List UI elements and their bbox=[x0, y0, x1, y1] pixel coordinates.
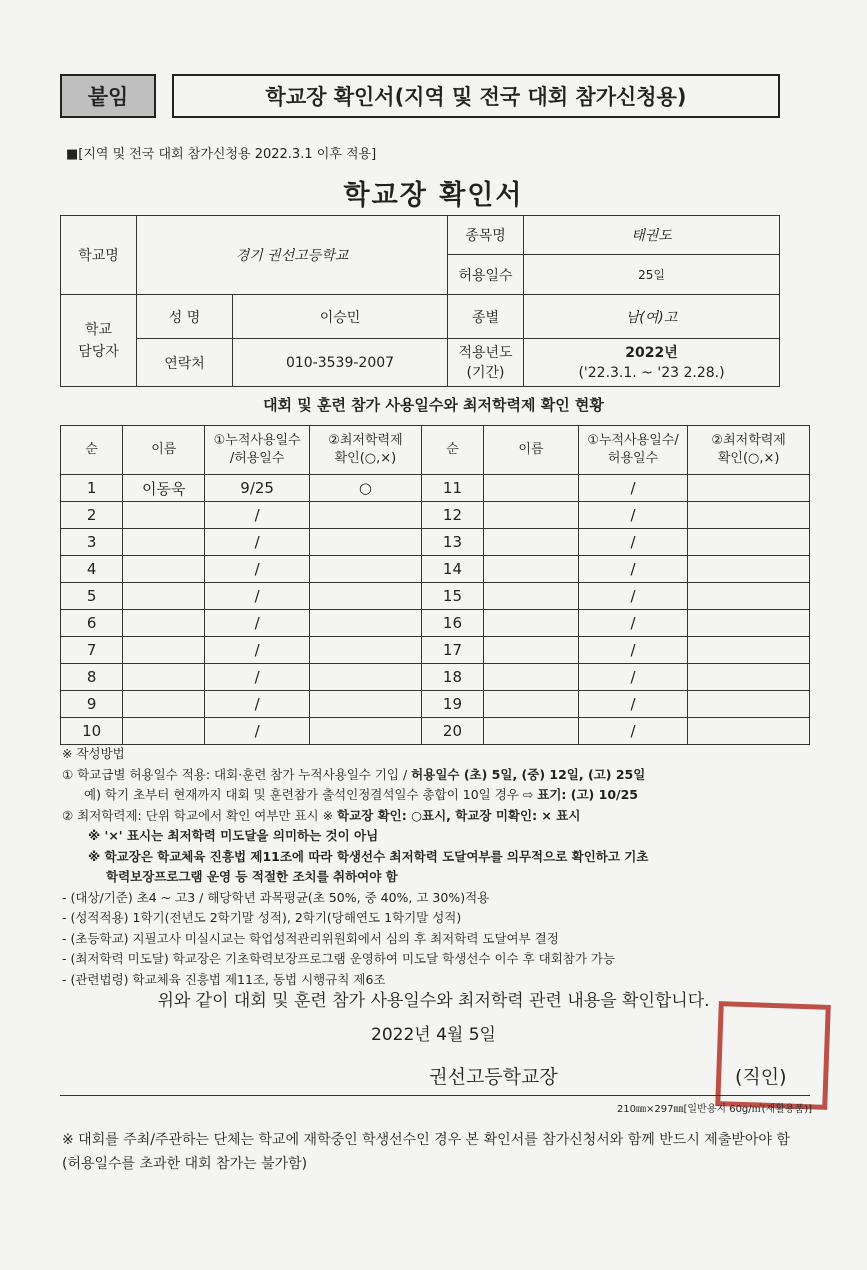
instruction-line: - (관련법령) 학교체육 진흥법 제11조, 동법 시행규칙 제6조 bbox=[62, 971, 386, 987]
table-cell: / bbox=[578, 718, 688, 745]
attachment-badge: 붙임 bbox=[60, 74, 156, 118]
table-cell: 19 bbox=[421, 691, 483, 718]
table-cell bbox=[688, 610, 810, 637]
document-header bbox=[60, 74, 780, 118]
manager-label: 학교 담당자 bbox=[61, 295, 137, 387]
table-row bbox=[61, 637, 810, 664]
seal-label: (직인) bbox=[735, 1066, 787, 1088]
table-cell: / bbox=[578, 475, 688, 502]
table-row bbox=[61, 502, 810, 529]
table-cell: 이동욱 bbox=[123, 475, 205, 502]
confirmation-statement: 위와 같이 대회 및 훈련 참가 사용일수와 최저학력 관련 내용을 확인합니다. bbox=[157, 991, 710, 1011]
table-cell bbox=[484, 637, 579, 664]
table-cell: / bbox=[205, 664, 310, 691]
table-cell: / bbox=[578, 583, 688, 610]
issue-date: 2022년 4월 5일 bbox=[371, 1025, 496, 1045]
instructions bbox=[62, 744, 822, 990]
table-cell: 1 bbox=[61, 475, 123, 502]
school-value: 경기 권선고등학교 bbox=[137, 216, 448, 295]
official-seal-stamp bbox=[715, 1001, 831, 1110]
table-cell: 20 bbox=[421, 718, 483, 745]
table-cell bbox=[688, 529, 810, 556]
event-value: 태권도 bbox=[524, 216, 780, 255]
table-cell bbox=[310, 583, 422, 610]
category-value: 남(여)고 bbox=[524, 295, 780, 339]
allowed-days-label: 허용일수 bbox=[448, 255, 524, 295]
table-cell: / bbox=[578, 664, 688, 691]
table-cell bbox=[484, 502, 579, 529]
table-cell: 9/25 bbox=[205, 475, 310, 502]
table-cell: 11 bbox=[421, 475, 483, 502]
table-cell bbox=[123, 718, 205, 745]
table-row bbox=[61, 718, 810, 745]
contact-label: 연락처 bbox=[137, 339, 233, 387]
table-cell: 7 bbox=[61, 637, 123, 664]
table-cell: / bbox=[205, 583, 310, 610]
roster-header-cell: ②최저학력제 확인(○,×) bbox=[310, 426, 422, 475]
category-label: 종별 bbox=[448, 295, 524, 339]
table-cell bbox=[310, 637, 422, 664]
school-label: 학교명 bbox=[61, 216, 137, 295]
table-cell bbox=[688, 583, 810, 610]
table-cell bbox=[123, 556, 205, 583]
roster-header-cell: 순 bbox=[421, 426, 483, 475]
signer-name: 권선고등학교장 bbox=[429, 1066, 558, 1088]
table-cell bbox=[688, 718, 810, 745]
table-cell bbox=[310, 529, 422, 556]
table-cell bbox=[688, 475, 810, 502]
name-label: 성 명 bbox=[137, 295, 233, 339]
table-cell bbox=[484, 691, 579, 718]
table-cell: / bbox=[205, 637, 310, 664]
table-cell: / bbox=[205, 610, 310, 637]
section-title: 대회 및 훈련 참가 사용일수와 최저학력제 확인 현황 bbox=[263, 396, 604, 414]
instruction-line: 예) 학기 초부터 현재까지 대회 및 훈련참가 출석인정결석일수 총합이 10일 경우 ⇨ 표기: (고) 10/25 bbox=[84, 787, 638, 802]
table-cell bbox=[123, 691, 205, 718]
table-row bbox=[61, 664, 810, 691]
table-cell: 10 bbox=[61, 718, 123, 745]
table-cell: 16 bbox=[421, 610, 483, 637]
table-cell: 6 bbox=[61, 610, 123, 637]
instruction-line: ② 최저학력제: 단위 학교에서 확인 여부만 표시 ※ 학교장 확인: ○표시, 학교장 미확인: × 표시 bbox=[62, 807, 581, 823]
table-row bbox=[61, 475, 810, 502]
table-cell: 9 bbox=[61, 691, 123, 718]
contact-value: 010-3539-2007 bbox=[233, 339, 448, 387]
table-cell: 14 bbox=[421, 556, 483, 583]
roster-body bbox=[61, 475, 810, 745]
table-cell bbox=[688, 502, 810, 529]
table-cell bbox=[484, 475, 579, 502]
table-cell bbox=[123, 637, 205, 664]
table-cell: 5 bbox=[61, 583, 123, 610]
table-cell: / bbox=[205, 502, 310, 529]
table-cell bbox=[484, 664, 579, 691]
instruction-line: ※ 학교장은 학교체육 진흥법 제11조에 따라 학생선수 최저학력 도달여부를 의무적으로 확인하고 기초 bbox=[88, 848, 649, 864]
page-title: 학교장 확인서 bbox=[343, 180, 524, 211]
table-cell: / bbox=[578, 637, 688, 664]
table-cell: / bbox=[205, 529, 310, 556]
name-value: 이승민 bbox=[233, 295, 448, 339]
table-cell: / bbox=[578, 610, 688, 637]
table-cell: 17 bbox=[421, 637, 483, 664]
table-cell bbox=[688, 664, 810, 691]
year-value: 2022년 bbox=[625, 344, 678, 361]
table-cell: 2 bbox=[61, 502, 123, 529]
table-cell bbox=[688, 691, 810, 718]
table-cell: / bbox=[578, 691, 688, 718]
table-cell bbox=[123, 610, 205, 637]
table-cell bbox=[484, 529, 579, 556]
roster-header-row bbox=[61, 426, 810, 475]
instruction-line: - (초등학교) 지필고사 미실시교는 학업성적관리위원회에서 심의 후 최저학력 도달여부 결정 bbox=[62, 930, 559, 946]
table-cell: / bbox=[578, 556, 688, 583]
roster-header-cell: 이름 bbox=[123, 426, 205, 475]
table-cell bbox=[310, 502, 422, 529]
table-cell bbox=[310, 556, 422, 583]
table-cell bbox=[310, 664, 422, 691]
table-cell bbox=[484, 583, 579, 610]
table-cell bbox=[123, 664, 205, 691]
table-cell bbox=[484, 718, 579, 745]
table-cell bbox=[688, 637, 810, 664]
table-cell bbox=[484, 556, 579, 583]
table-cell: / bbox=[578, 502, 688, 529]
roster-header-cell: ①누적사용일수 /허용일수 bbox=[205, 426, 310, 475]
table-cell bbox=[123, 583, 205, 610]
table-cell bbox=[310, 691, 422, 718]
table-cell bbox=[688, 556, 810, 583]
info-table bbox=[60, 215, 780, 387]
year-cell bbox=[524, 339, 780, 387]
roster-header-cell: ①누적사용일수/ 허용일수 bbox=[578, 426, 688, 475]
table-cell bbox=[310, 718, 422, 745]
instruction-line: - (성적적용) 1학기(전년도 2학기말 성적), 2학기(당해연도 1학기말 성적) bbox=[62, 910, 462, 925]
table-cell: 3 bbox=[61, 529, 123, 556]
table-cell: / bbox=[205, 718, 310, 745]
roster-header-cell: 이름 bbox=[484, 426, 579, 475]
instruction-line: - (최저학력 미도달) 학교장은 기초학력보장프로그램 운영하여 미도달 학생선수 이수 후 대회참가 가능 bbox=[62, 951, 616, 966]
table-cell bbox=[310, 610, 422, 637]
table-cell bbox=[123, 502, 205, 529]
table-cell: / bbox=[205, 556, 310, 583]
roster-header-cell: 순 bbox=[61, 426, 123, 475]
table-cell: 18 bbox=[421, 664, 483, 691]
instruction-line: - (대상/기준) 초4 ~ 고3 / 해당학년 과목평균(초 50%, 중 40%, 고 30%)적용 bbox=[62, 889, 490, 905]
table-cell: 4 bbox=[61, 556, 123, 583]
table-cell: ○ bbox=[310, 475, 422, 502]
table-cell bbox=[484, 610, 579, 637]
table-cell: / bbox=[578, 529, 688, 556]
roster-table bbox=[60, 425, 810, 745]
footer-note: ※ 대회를 주최/주관하는 단체는 학교에 재학중인 학생선수인 경우 본 확인서를 참가신청서와 함께 반드시 제출받아야 함(허용일수를 초과한 대회 참가는 불가함) bbox=[62, 1132, 790, 1172]
table-row bbox=[61, 610, 810, 637]
event-label: 종목명 bbox=[448, 216, 524, 255]
allowed-days-value: 25일 bbox=[524, 255, 780, 295]
instructions-heading: ※ 작성방법 bbox=[62, 746, 125, 761]
roster-header-cell: ②최저학력제 확인(○,×) bbox=[688, 426, 810, 475]
year-label: 적용년도 (기간) bbox=[448, 339, 524, 387]
paper-spec: 210㎜×297㎜[일반용지 60g/㎡(재활용품)] bbox=[616, 1104, 812, 1115]
applicability-note: ■[지역 및 전국 대회 참가신청용 2022.3.1 이후 적용] bbox=[66, 147, 377, 162]
table-row bbox=[61, 529, 810, 556]
table-cell: 15 bbox=[421, 583, 483, 610]
table-cell: 8 bbox=[61, 664, 123, 691]
instruction-line: ※ '×' 표시는 최저학력 미도달을 의미하는 것이 아님 bbox=[88, 828, 379, 843]
table-cell: / bbox=[205, 691, 310, 718]
table-cell bbox=[123, 529, 205, 556]
table-row bbox=[61, 556, 810, 583]
table-row bbox=[61, 691, 810, 718]
divider bbox=[60, 1095, 810, 1096]
table-cell: 13 bbox=[421, 529, 483, 556]
period-value: ('22.3.1. ~ '23 2.28.) bbox=[578, 364, 725, 381]
table-row bbox=[61, 583, 810, 610]
header-title: 학교장 확인서(지역 및 전국 대회 참가신청용) bbox=[172, 74, 780, 118]
instruction-line: ① 학교급별 허용일수 적용: 대회·훈련 참가 누적사용일수 기입 / 허용일수 (초) 5일, (중) 12일, (고) 25일 bbox=[62, 766, 646, 782]
table-cell: 12 bbox=[421, 502, 483, 529]
instruction-line: 학력보장프로그램 운영 등 적절한 조치를 취하여야 함 bbox=[106, 869, 398, 884]
